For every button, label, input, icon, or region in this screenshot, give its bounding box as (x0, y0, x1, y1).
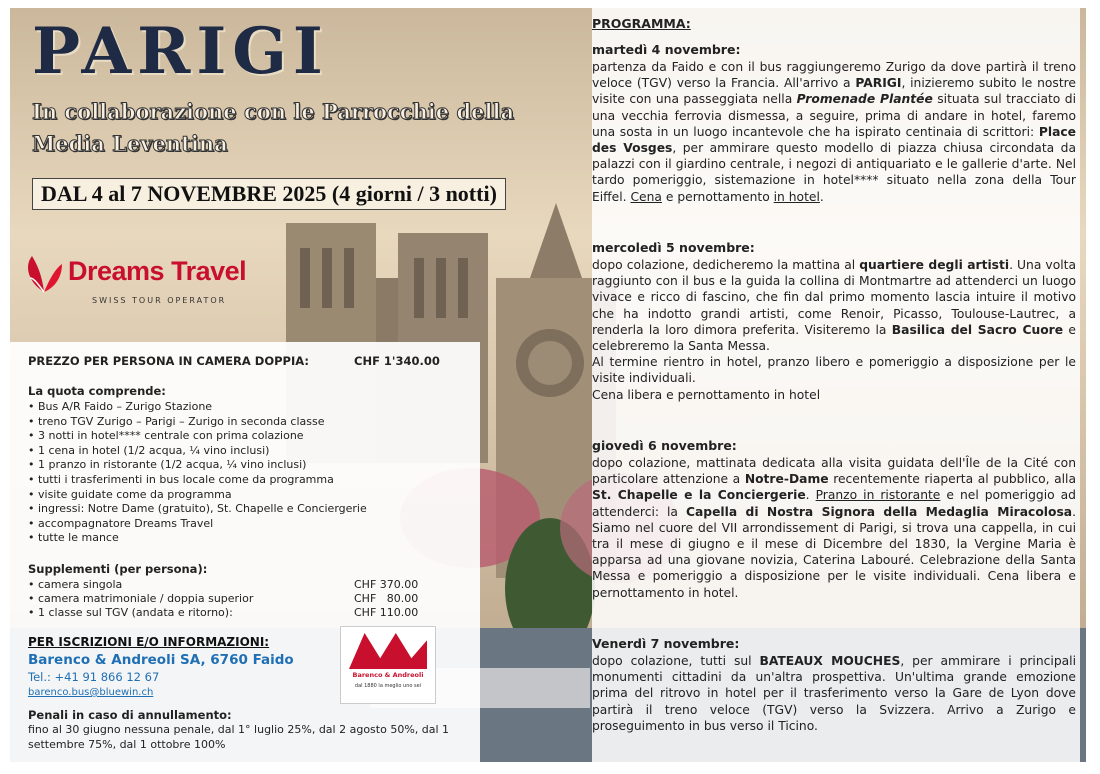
supplement-label: • camera singola (28, 578, 123, 591)
day-text: dopo colazione, tutti sul BATEAUX MOUCHES, per ammirare i principali monumenti cittadini da un'altra prospettiva. Un'ultima grande emozione prima del ritrovo in hotel per il trasferimento verso la Gare de Lyon dove partirà il treno veloce (TGV) verso la Svizzera. Arrivo a Zurigo e proseguimento in bus verso il Ticino. (592, 654, 1076, 733)
program-heading: PROGRAMMA: (592, 16, 691, 31)
supplement-row (28, 578, 428, 591)
supplement-price: CHF 80.00 (354, 592, 419, 605)
page-title: PARIGI (32, 14, 329, 89)
badge-tagline: dal 1880 la meglio uno sei (354, 683, 422, 689)
list-item: • tutti i trasferimenti in bus locale come da programma (28, 473, 367, 488)
day-text: partenza da Faido e con il bus raggiungeremo Zurigo da dove partirà il treno veloce (TGV) verso la Francia. All'arrivo a PARIGI, inizieremo subito le nostre visite con una passeggiata nella Promenade Plantée situata sul tracciato di una vecchia ferrovia dismessa, a seguire, prima di andare in hotel, faremo una sosta in un luogo incantevole che ha ispirato centinaia di scrittori: Place des Vosges, per ammirare questo modello di piazza chiusa circondata da palazzi con il giardino centrale, i negozi di antiquariato e le gallerie d'arte. Nel tardo pomeriggio, sistemazione in hotel**** situato nella zona della Tour Eiffel. Cena e pernottamento in hotel. (592, 60, 1077, 204)
price-value: CHF 1'340.00 (354, 354, 440, 368)
list-item: • 1 pranzo in ristorante (1/2 acqua, ¼ vino inclusi) (28, 458, 367, 473)
flame-icon (349, 633, 427, 669)
barenco-andreoli-logo (340, 626, 436, 704)
list-item: • 1 cena in hotel (1/2 acqua, ¼ vino inclusi) (28, 444, 367, 459)
list-item: • Bus A/R Faido – Zurigo Stazione (28, 400, 367, 415)
supplement-price: CHF 370.00 (354, 578, 419, 591)
penalties-heading: Penali in caso di annullamento: (28, 708, 232, 722)
price-label: PREZZO PER PERSONA IN CAMERA DOPPIA: (28, 354, 309, 368)
supplement-label: • 1 classe sul TGV (andata e ritorno): (28, 606, 233, 619)
day-text: dopo colazione, dedicheremo la mattina al quartiere degli artisti. Una volta raggiunto con il bus e la guida la collina di Montmartre ad attenderci un luogo vivace e ricco di fascino, che fin dal primo momento lascia intuire il motivo che ha indotto grandi artisti, come Renoir, Picasso, Toulouse-Lautrec, a renderla la loro dimora preferita. Visiteremo la Basilica del Sacro Cuore e celebreremo la Santa Messa. (592, 258, 1076, 354)
contact-phone: Tel.: +41 91 866 12 67 (28, 670, 160, 684)
logo-tagline: SWISS TOUR OPERATOR (92, 296, 227, 305)
list-item: • tutte le mance (28, 531, 367, 546)
list-item: • accompagnatore Dreams Travel (28, 517, 367, 532)
supplements-heading: Supplementi (per persona): (28, 562, 208, 576)
includes-list (28, 400, 367, 546)
day-title: Venerdì 7 novembre: (592, 636, 740, 651)
day-text: dopo colazione, mattinata dedicata alla visita guidata dell'Île de la Cité con particolare attenzione a Notre-Dame recentemente riaperta al pubblico, alla St. Chapelle e la Conciergerie. Pranzo in ristorante e nel pomeriggio ad attenderci: la Capella di Nostra Signora della Medaglia Miracolosa. Siamo nel cuore del VII arrondissement di Parigi, si trova una cappella, in cui tra il mese di giugno e il mese di Dicembre del 1830, la Vergine Maria è apparsa ad una giovane novizia, Caterina Labouré. Celebrazione della Santa Messa e pomeriggio a disposizione per le visite individuali. Cena libera e pernottamento in hotel. (592, 456, 1076, 600)
supplement-row (28, 606, 428, 619)
list-item: • 3 notti in hotel**** centrale con prima colazione (28, 429, 367, 444)
day-block (592, 636, 1076, 734)
page-subtitle: In collaborazione con le Parrocchie della Media Leventina (32, 99, 515, 156)
list-item: • treno TGV Zurigo – Parigi – Zurigo in seconda classe (28, 415, 367, 430)
flyer (10, 8, 1086, 762)
includes-heading: La quota comprende: (28, 384, 166, 398)
badge-name: Barenco & Andreoli (352, 671, 424, 679)
supplement-row (28, 592, 428, 605)
program-panel (592, 8, 1080, 762)
day-block (592, 240, 1076, 403)
day-text: Al termine rientro in hotel, pranzo libero e pomeriggio a disposizione per le visite individuali. (592, 355, 1076, 386)
contact-company: Barenco & Andreoli SA, 6760 Faido (28, 652, 294, 668)
list-item: • visite guidate come da programma (28, 488, 367, 503)
day-block (592, 42, 1076, 205)
trip-dates: DAL 4 al 7 NOVEMBRE 2025 (4 giorni / 3 notti) (32, 178, 506, 210)
dreams-travel-logo (24, 250, 286, 310)
list-item: • ingressi: Notre Dame (gratuito), St. Chapelle e Conciergerie (28, 502, 367, 517)
contact-heading: PER ISCRIZIONI E/O INFORMAZIONI: (28, 635, 270, 649)
info-panel (10, 342, 480, 762)
day-title: giovedì 6 novembre: (592, 438, 737, 453)
butterfly-icon (24, 252, 64, 296)
day-text: Cena libera e pernottamento in hotel (592, 387, 821, 402)
contact-email-link[interactable]: barenco.bus@bluewin.ch (28, 687, 154, 698)
supplement-price: CHF 110.00 (354, 606, 419, 619)
day-block (592, 438, 1076, 601)
penalties-text: fino al 30 giugno nessuna penale, dal 1° luglio 25%, dal 2 agosto 50%, dal 1 settembre 75%, dal 1 ottobre 100% (28, 723, 450, 751)
day-title: mercoledì 5 novembre: (592, 240, 755, 255)
supplement-label: • camera matrimoniale / doppia superior (28, 592, 254, 605)
day-title: martedì 4 novembre: (592, 42, 741, 57)
logo-name: Dreams Travel (68, 256, 247, 286)
